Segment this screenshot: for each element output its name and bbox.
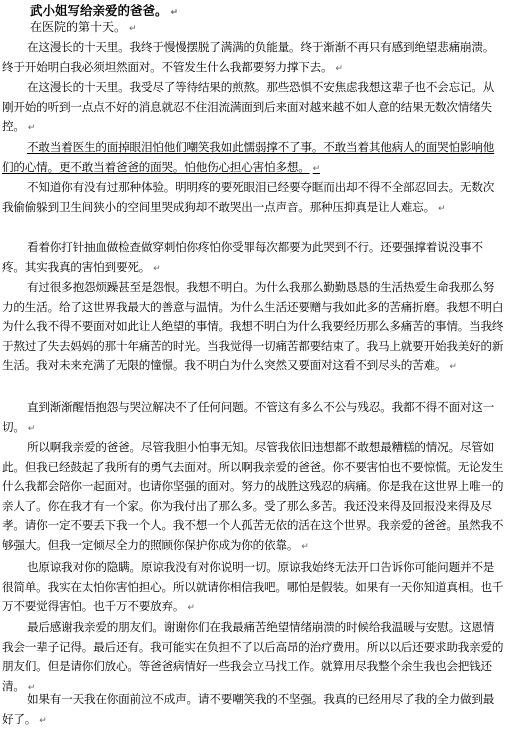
return-mark: ↵ [153,263,161,274]
return-mark: ↵ [449,362,457,372]
paragraph: 不敢当着医生的面掉眼泪怕他们嘲笑我如此懦弱撑不了事。不敢当着其他病人的面哭怕影响他们的心情。更不敢当着爸爸的面哭。怕他伤心担心害怕多想。 [2,140,495,174]
document-subtitle: 在医院的第十天。 [30,20,127,34]
paragraph: 在这漫长的十天里。我终于慢慢摆脱了满满的负能量。终于渐渐不再只有感到绝望悲痛崩溃。终于开始明白我必须坦然面对。不管发生什么我都要努力撑下去。 [2,40,495,74]
return-mark: ↵ [312,163,320,174]
paragraph: 所以啊我亲爱的爸爸。尽管我胆小怕事无知。尽管我依旧违想都不敢想最糟糕的情况。尽管如此。但我已经鼓起了我所有的勇气去面对。所以啊我亲爱的爸爸。你不要害怕也不要惊慌。无论发生什么我都会陪你一起面对。也请你坚强的面对。努力的战胜这残忍的病痛。你是我在这世界上唯一的亲人了。你在我才有一个家。你为我付出了那么多。受了那么多苦。我还没来得及回报没来得及尽孝。请你一定不要丢下我一个人。我不想一个人孤苦无依的活在这个世界。我亲爱的爸爸。虽然我不够强大。但我一定倾尽全力的照顾你保护你成为你的依靠。 [2,440,504,552]
return-mark: ↵ [301,541,309,552]
return-mark: ↵ [437,203,446,214]
paragraph: 有过很多抱怨烦躁甚至是怨恨。我想不明白。为什么我那么勤勤恳恳的生活热爱生命我那么努力的生活。给了这世界我最大的善意与温情。为什么生活还要赠与我如此多的苦痛折磨。我想不明白为什么我不得不要面对如此让人绝望的事情。我想不明白为什么我要经历那么多痛苦的事情。当我终于熬过了失去妈妈的那十年痛苦的时光。当我觉得一切痛苦都要结束了。我马上就要开始我美好的新生活。我对未来充满了无限的憧憬。我不明白为什么突然又要面对这看不到尽头的苦难。 [2,280,504,372]
paragraph: 看着你打针抽血做检查做穿刺怕你疼怕你受罪每次都要为此哭到不行。还要强撑着说没事不疼。其实我真的害怕到要死。 [2,240,483,274]
paragraph: 在这漫长的十天里。我受尽了等待结果的煎熬。那些恐惧不安焦虑我想这辈子也不会忘记。从刚开始的听到一点点不好的消息就忍不住泪流满面到后来面对越来越不如人意的结果无数次情绪失控。 [2,80,495,133]
return-mark: ↵ [27,423,36,434]
return-mark: ↵ [27,682,36,693]
paragraph: 不知道你有没有过那种体验。明明疼的要死眼泪已经要夺眶而出却不得不全部忍回去。无数次我偷偷躲到卫生间狭小的空间里哭成狗却不敢哭出一点声音。那种压抑真是让人难忘。 [2,180,495,214]
return-mark: ↵ [129,24,137,34]
paragraph: 直到渐渐醒悟抱怨与哭泣解决不了任何问题。不管这有多么不公与残忍。我都不得不面对这一切。 [2,400,495,434]
paragraph: 也原谅我对你的隐瞒。原谅我没有对你说明一切。原谅我始终无法开口告诉你可能问题并不是很简单。我实在太怕你害怕担心。所以就请你相信我吧。哪怕是假装。如果有一天你知道真相。也千万不要觉得害怕。也千万不要放弃。 [2,560,504,613]
paragraph: 如果有一天我在你面前泣不成声。请不要嘲笑我的不坚强。我真的已经用尽了我的全力做到最好了。 [2,692,495,726]
paragraph: 最后感谢我亲爱的朋友们。谢谢你们在我最痛苦绝望情绪崩溃的时候给我温暖与安慰。这恩情我会一辈子记得。最后还有。我可能实在负担不了以后高昂的治疗费用。所以以后还要求助我亲爱的朋友们。但是请你们放心。等爸爸病情好一些我会立马找工作。就算用尽我整个余生我也会把钱还清。 [2,620,504,693]
return-mark: ↵ [187,603,195,613]
return-mark: ↵ [335,63,343,74]
document-title: 武小姐写给亲爱的爸爸。 [30,3,168,18]
return-mark: ↵ [27,123,36,133]
return-mark: ↵ [39,715,47,726]
return-mark: ↵ [170,8,179,18]
